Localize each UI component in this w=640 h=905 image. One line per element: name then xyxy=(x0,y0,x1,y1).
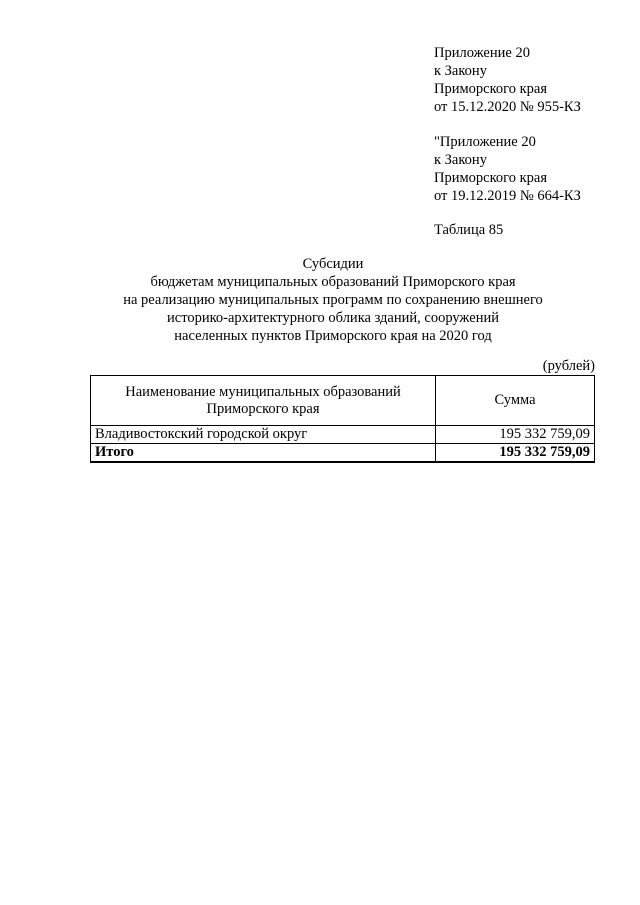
annex-current-reference xyxy=(434,44,581,116)
annex-previous-reference xyxy=(434,133,581,205)
municipality-name-cell: Владивостокский городской округ xyxy=(91,426,436,444)
annex-previous-line: Приморского края xyxy=(434,170,548,186)
annex-previous-line: от 19.12.2019 № 664-КЗ xyxy=(434,188,581,204)
header-name-line: Наименование муниципальных образований xyxy=(125,383,401,400)
annex-previous-line: к Закону xyxy=(434,152,487,168)
header-name-cell xyxy=(91,376,436,426)
title-line: бюджетам муниципальных образований Приморского края xyxy=(150,274,516,290)
header-sum-cell: Сумма xyxy=(436,376,595,426)
total-amount-cell: 195 332 759,09 xyxy=(436,444,595,463)
annex-current-line: Приморского края xyxy=(434,81,548,97)
subsidy-table xyxy=(90,375,595,463)
document-title xyxy=(80,255,586,345)
annex-current-line: от 15.12.2020 № 955-КЗ xyxy=(434,99,581,115)
total-label-cell: Итого xyxy=(91,444,436,463)
header-name-line: Приморского края xyxy=(206,400,320,417)
annex-current-line: Приложение 20 xyxy=(434,45,530,61)
title-line: историко-архитектурного облика зданий, сооружений xyxy=(167,310,499,326)
table-header-row xyxy=(91,376,595,426)
title-line: на реализацию муниципальных программ по сохранению внешнего xyxy=(123,292,543,308)
title-line: Субсидии xyxy=(302,256,364,272)
amount-cell: 195 332 759,09 xyxy=(436,426,595,444)
total-row xyxy=(91,444,595,463)
table-number: Таблица 85 xyxy=(434,222,504,238)
annex-previous-line: "Приложение 20 xyxy=(434,134,536,150)
annex-current-line: к Закону xyxy=(434,63,487,79)
units-label: (рублей) xyxy=(542,358,595,374)
table-row xyxy=(91,426,595,444)
title-line: населенных пунктов Приморского края на 2020 год xyxy=(174,328,492,344)
